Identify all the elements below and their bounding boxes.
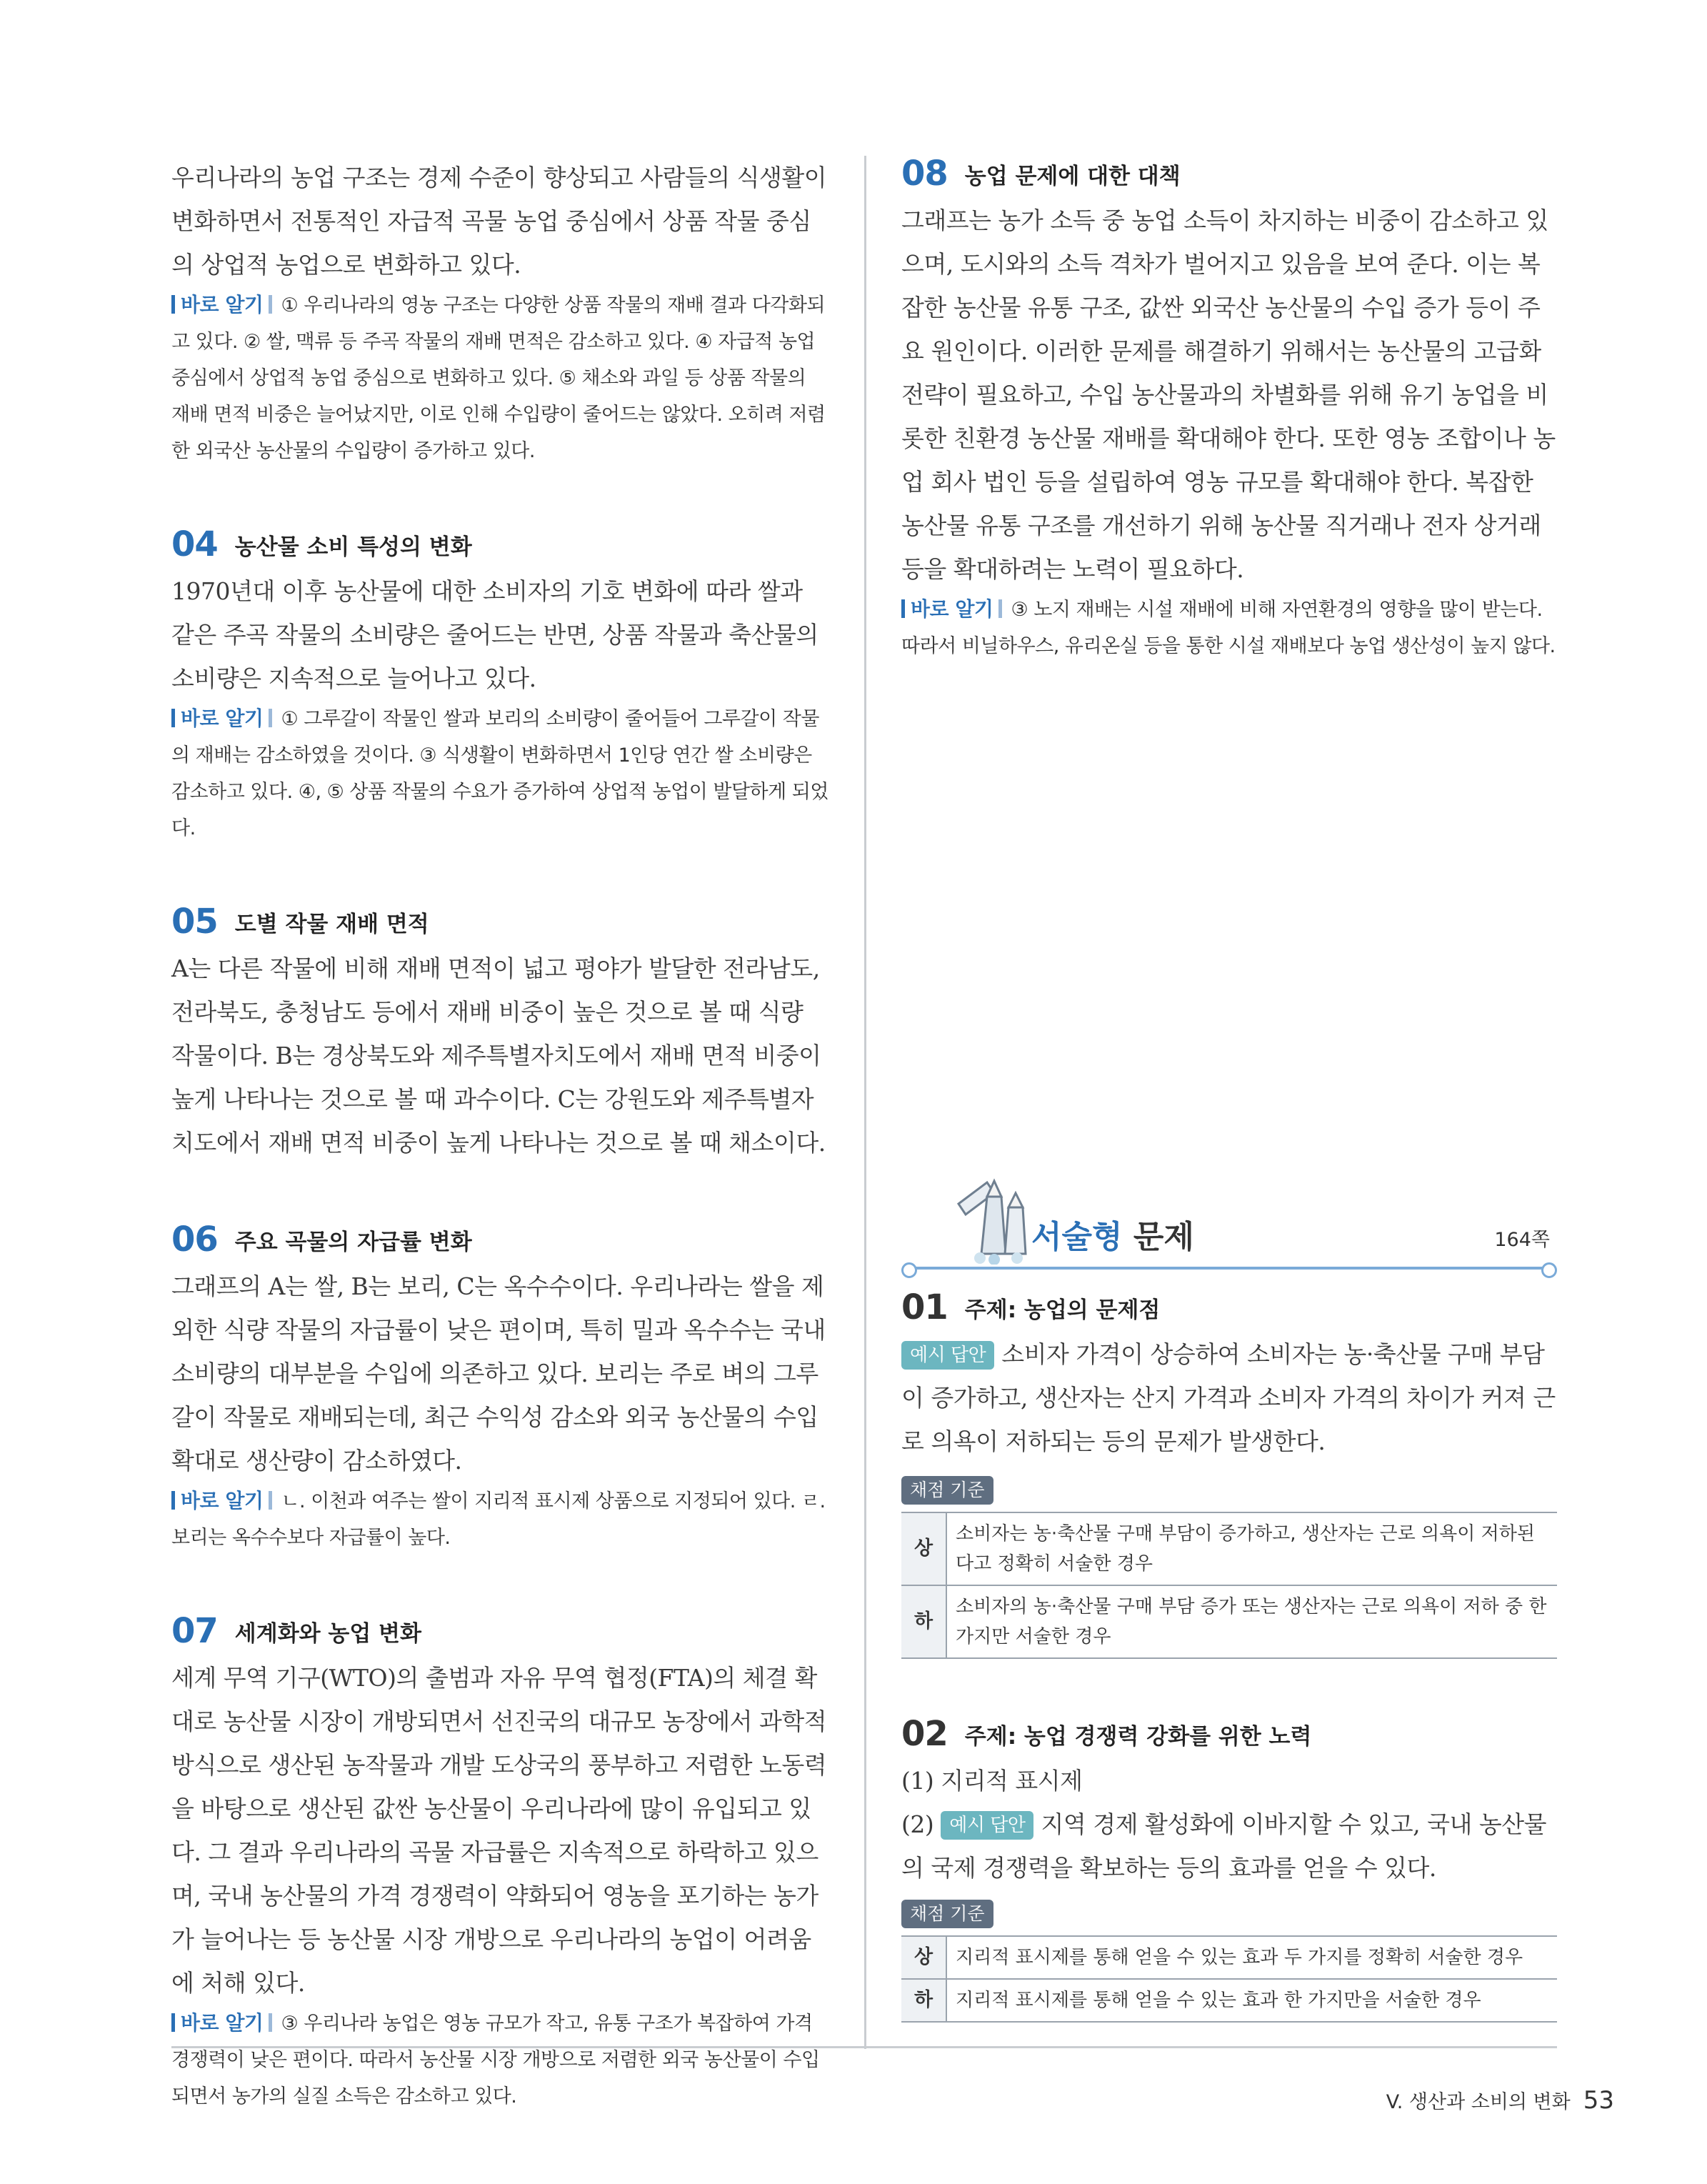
answer-part-2: (2) 예시 답안 지역 경제 활성화에 이바지할 수 있고, 국내 농산물의 국제 경쟁력을 확보하는 등의 효과를 얻을 수 있다. (901, 1810, 1546, 1882)
intro-note (171, 286, 829, 469)
tag-bar-icon (171, 709, 175, 727)
section-08 (901, 149, 1557, 664)
section-heading (171, 1606, 829, 1656)
tag-bar-icon (171, 295, 175, 314)
note-text: ㄴ. 이천과 여주는 쌀이 지리적 표시제 상품으로 지정되어 있다. ㄹ. 보리는 옥수수보다 자급률이 높다. (171, 1490, 826, 1549)
tag-bar-icon (901, 599, 905, 618)
table-row (901, 1512, 1557, 1585)
section-heading (171, 897, 829, 947)
column-divider (864, 156, 866, 2049)
section-note (171, 2005, 829, 2115)
table-row (901, 1585, 1557, 1658)
note-text: ① 그루갈이 작물인 쌀과 보리의 소비량이 줄어들어 그루갈이 작물의 재배는 감소하였을 것이다. ③ 식생활이 변화하면서 1인당 연간 쌀 소비량은 감소하고 있다. ④, ⑤ 상품 작물의 수요가 증가하여 상업적 농업이 발달하게 되었다. (171, 708, 829, 839)
section-number: 07 (171, 1611, 218, 1651)
section-paragraph: 세계 무역 기구(WTO)의 출범과 자유 무역 협정(FTA)의 체결 확대로 농산물 시장이 개방되면서 선진국의 대규모 농장에서 과학적 방식으로 생산된 농작물과 개발 도상국의 풍부하고 저렴한 노동력을 바탕으로 생산된 값싼 농산물이 우리나라에 많이 유입되고 있다. 그 결과 우리나라의 곡물 자급률은 지속적으로 하락하고 있으며, 국내 농산물의 가격 경쟁력이 약화되어 영농을 포기하는 농가가 늘어나는 등 농산물 시장 개방으로 우리나라의 농업이 어려움에 처해 있다. (171, 1664, 827, 1997)
tag-bar-icon (269, 295, 272, 314)
pencils-icon (937, 1175, 1030, 1265)
answer-text: 소비자 가격이 상승하여 소비자는 농·축산물 구매 부담이 증가하고, 생산자는 산지 가격과 소비자 가격의 차이가 커져 근로 의욕이 저하되는 등의 문제가 발생한다. (901, 1340, 1556, 1455)
criteria-level: 하 (901, 1585, 946, 1658)
section-number: 04 (171, 524, 218, 564)
criteria-level: 상 (901, 1512, 946, 1585)
intro-paragraph: 우리나라의 농업 구조는 경제 수준이 향상되고 사람들의 식생활이 변화하면서 전통적인 자급적 곡물 농업 중심에서 상품 작물 중심의 상업적 농업으로 변화하고 있다. (171, 164, 827, 279)
question-topic: 주제: 농업 경쟁력 강화를 위한 노력 (964, 1723, 1312, 1750)
section-heading (171, 1215, 829, 1265)
answer-text: 지역 경제 활성화에 이바지할 수 있고, 국내 농산물의 국제 경쟁력을 확보하는 등의 효과를 얻을 수 있다. (901, 1810, 1546, 1882)
question-topic: 주제: 농업의 문제점 (964, 1297, 1161, 1323)
tag-bar-icon (171, 1491, 175, 1510)
criteria-text: 지리적 표시제를 통해 얻을 수 있는 효과 한 가지만을 서술한 경우 (946, 1979, 1557, 2022)
table-row (901, 1979, 1557, 2022)
note-tag: 바로 알기 (171, 286, 272, 323)
section-title: 농업 문제에 대한 대책 (964, 163, 1181, 189)
criteria-level: 하 (901, 1979, 946, 2022)
section-paragraph: 그래프의 A는 쌀, B는 보리, C는 옥수수이다. 우리나라는 쌀을 제외한 식량 작물의 자급률이 낮은 편이며, 특히 밀과 옥수수는 국내 소비량의 대부분을 수입에 의존하고 있다. 보리는 주로 벼의 그루갈이 작물로 재배되는데, 최근 수익성 감소와 외국 농산물의 수입 확대로 생산량이 감소하였다. (171, 1272, 826, 1475)
right-column (901, 156, 1557, 2023)
section-heading (171, 519, 829, 569)
essay-question-2 (901, 1709, 1557, 2023)
page-footer (1386, 2086, 1614, 2115)
note-tag: 바로 알기 (171, 2005, 272, 2041)
note-tag: 바로 알기 (171, 700, 272, 737)
section-title: 주요 곡물의 자급률 변화 (234, 1229, 472, 1255)
intro-note-text: ① 우리나라의 영농 구조는 다양한 상품 작물의 재배 결과 다각화되고 있다. ② 쌀, 맥류 등 주곡 작물의 재배 면적은 감소하고 있다. ④ 자급적 농업 중심에서 상업적 농업 중심으로 변화하고 있다. ⑤ 채소와 과일 등 상품 작물의 재배 면적 비중은 늘어났지만, 이로 인해 수입량이 줄어드는 않았다. 오히려 저렴한 외국산 농산물의 수입량이 증가하고 있다. (171, 294, 826, 462)
criteria-text: 소비자의 농·축산물 구매 부담 증가 또는 생산자는 근로 의욕이 저하 중 한 가지만 서술한 경우 (946, 1585, 1557, 1658)
section-number: 08 (901, 154, 948, 194)
note-text: ③ 우리나라 농업은 영농 규모가 작고, 유통 구조가 복잡하여 가격 경쟁력이 낮은 편이다. 따라서 농산물 시장 개방으로 저렴한 외국 농산물이 수입되면서 농가의 실질 소득은 감소하고 있다. (171, 2013, 820, 2108)
left-column (171, 156, 829, 2115)
table-row (901, 1936, 1557, 1979)
essay-title: 서술형 문제 (1031, 1219, 1194, 1255)
page-number: 53 (1583, 2086, 1614, 2115)
question-number: 01 (901, 1287, 948, 1327)
tag-bar-icon (269, 1491, 272, 1510)
section-note (901, 591, 1557, 664)
section-07 (171, 1606, 829, 2115)
rule-dot-icon (1541, 1262, 1557, 1278)
section-04 (171, 519, 829, 847)
essay-question-1 (901, 1282, 1557, 1659)
question-heading (901, 1709, 1557, 1759)
essay-rule (907, 1267, 1550, 1270)
section-title: 도별 작물 재배 면적 (234, 911, 429, 937)
section-paragraph: A는 다른 작물에 비해 재배 면적이 넓고 평야가 발달한 전라남도, 전라북도, 충청남도 등에서 재배 비중이 높은 것으로 볼 때 식량 작물이다. B는 경상북도와 제주특별자치도에서 재배 면적 비중이 높게 나타나는 것으로 볼 때 과수이다. C는 강원도와 제주특별자치도에서 재배 면적 비중이 높게 나타나는 것으로 볼 때 채소이다. (171, 954, 826, 1157)
answer-badge: 예시 답안 (941, 1811, 1033, 1840)
answer-badge: 예시 답안 (901, 1341, 994, 1370)
section-05 (171, 897, 829, 1165)
answer-part-1: (1) 지리적 표시제 (901, 1767, 1083, 1795)
section-number: 06 (171, 1220, 218, 1260)
tag-bar-icon (269, 709, 272, 727)
note-text: ③ 노지 재배는 시설 재배에 비해 자연환경의 영향을 많이 받는다. 따라서 비닐하우스, 유리온실 등을 통한 시설 재배보다 농업 생산성이 높지 않다. (901, 599, 1556, 657)
essay-page-ref: 164쪽 (1494, 1229, 1550, 1251)
question-heading (901, 1282, 1557, 1332)
criteria-text: 소비자는 농·축산물 구매 부담이 증가하고, 생산자는 근로 의욕이 저하된다고 정확히 서술한 경우 (946, 1512, 1557, 1585)
section-paragraph: 그래프는 농가 소득 중 농업 소득이 차지하는 비중이 감소하고 있으며, 도시와의 소득 격차가 벌어지고 있음을 보여 준다. 이는 복잡한 농산물 유통 구조, 값싼 외국산 농산물의 수입 증가 등이 주요 원인이다. 이러한 문제를 해결하기 위해서는 농산물의 고급화 전략이 필요하고, 수입 농산물과의 차별화를 위해 유기 농업을 비롯한 친환경 농산물 재배를 확대해야 한다. 또한 영농 조합이나 농업 회사 법인 등을 설립하여 영농 규모를 확대해야 한다. 복잡한 농산물 유통 구조를 개선하기 위해 농산물 직거래나 전자 상거래 등을 확대하려는 노력이 필요하다. (901, 206, 1556, 583)
note-tag: 바로 알기 (171, 1482, 272, 1519)
section-title: 세계화와 농업 변화 (234, 1620, 421, 1647)
section-number: 05 (171, 902, 218, 942)
chapter-title: V. 생산과 소비의 변화 (1386, 2091, 1571, 2113)
section-paragraph: 1970년대 이후 농산물에 대한 소비자의 기호 변화에 따라 쌀과 같은 주곡 작물의 소비량은 줄어드는 반면, 상품 작물과 축산물의 소비량은 지속적으로 늘어나고 있다. (171, 577, 819, 692)
criteria-badge: 채점 기준 (901, 1476, 993, 1505)
question-number: 02 (901, 1714, 948, 1754)
criteria-table (901, 1512, 1557, 1659)
section-heading (901, 149, 1557, 199)
criteria-table (901, 1935, 1557, 2023)
intro-section (171, 156, 829, 469)
criteria-level: 상 (901, 1936, 946, 1979)
tag-bar-icon (998, 599, 1002, 618)
criteria-text: 지리적 표시제를 통해 얻을 수 있는 효과 두 가지를 정확히 서술한 경우 (946, 1936, 1557, 1979)
tag-bar-icon (269, 2013, 272, 2032)
essay-header (901, 1175, 1557, 1282)
note-tag: 바로 알기 (901, 591, 1002, 627)
question-answer (901, 1332, 1557, 1463)
criteria-badge: 채점 기준 (901, 1900, 993, 1928)
section-note (171, 700, 829, 847)
section-06 (171, 1215, 829, 1556)
rule-dot-icon (901, 1262, 917, 1278)
section-title: 농산물 소비 특성의 변화 (234, 534, 472, 560)
tag-bar-icon (171, 2013, 175, 2032)
section-note (171, 1482, 829, 1556)
